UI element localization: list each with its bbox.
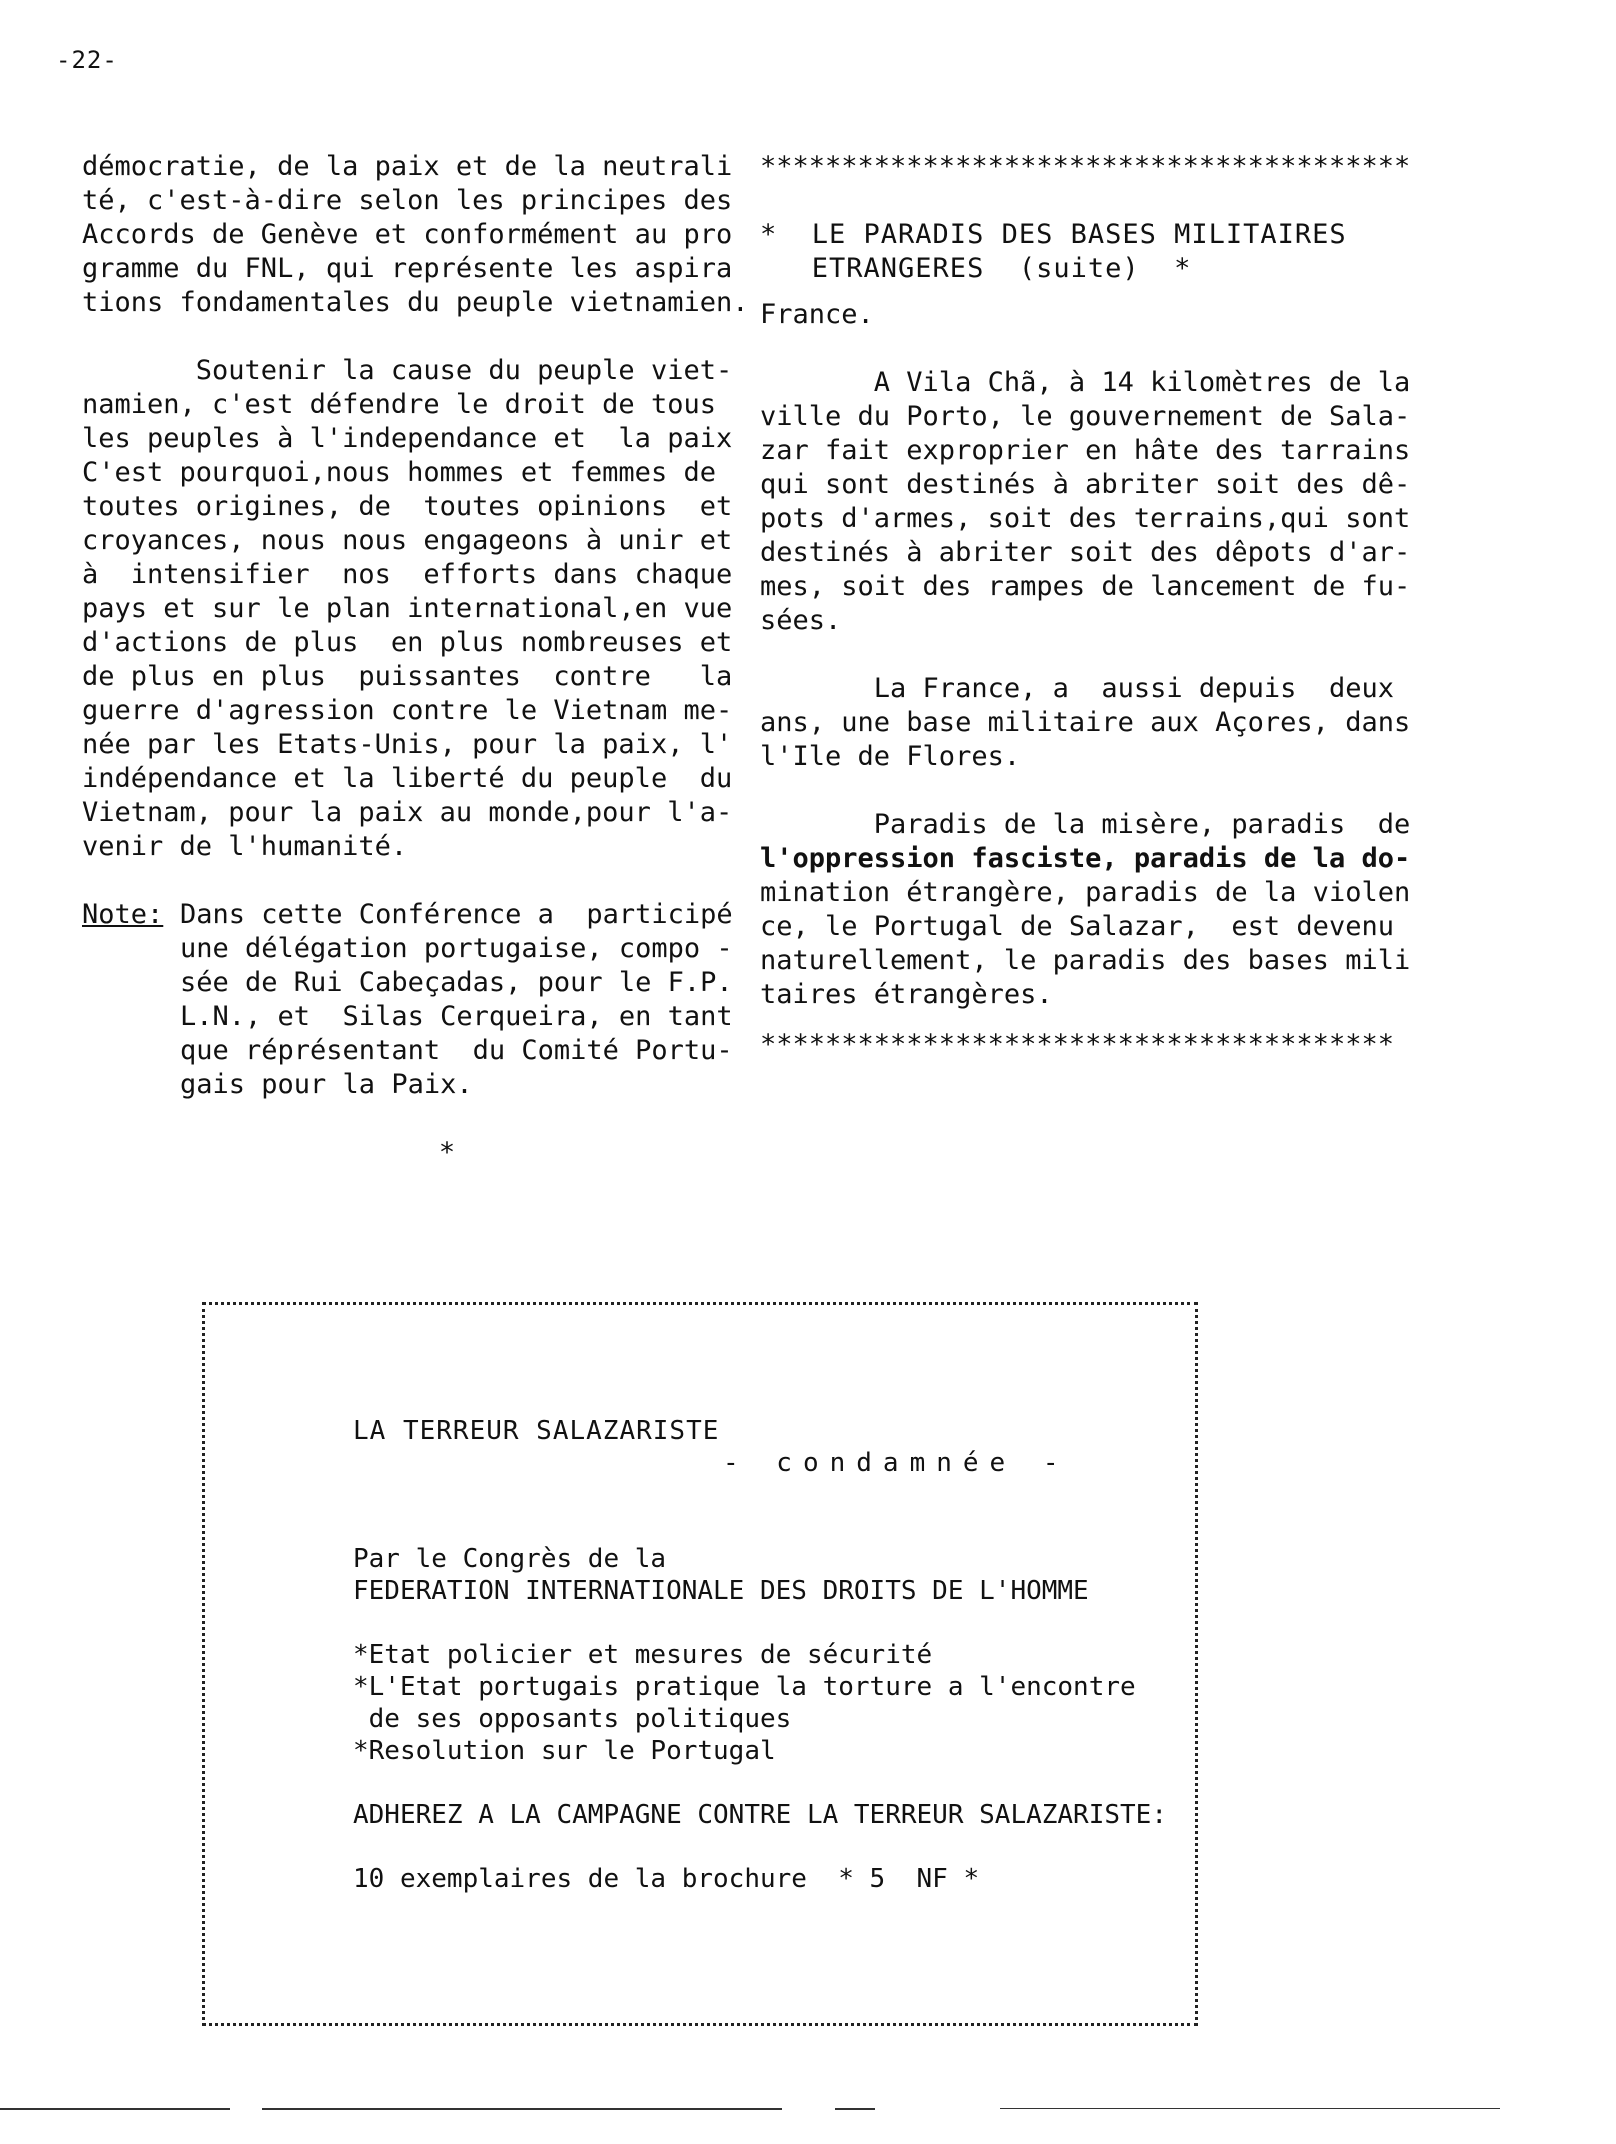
box-title: LA TERREUR SALAZARISTE xyxy=(353,1416,720,1446)
section-heading-cont: ETRANGERES (suite) * xyxy=(760,253,1192,284)
text-line: qui sont destinés à abriter soit des dê- xyxy=(760,469,1411,500)
note-line: sée de Rui Cabeçadas, pour le F.P. xyxy=(180,967,733,998)
paragraph-vila-cha xyxy=(760,366,1411,638)
note-line: Dans cette Conférence a participé xyxy=(180,899,733,930)
text-line: de plus en plus puissantes contre la xyxy=(82,661,733,692)
text-line: Soutenir la cause du peuple viet- xyxy=(82,355,733,386)
note-line: L.N., et Silas Cerqueira, en tant xyxy=(180,1001,733,1032)
end-star: * xyxy=(438,1137,456,1168)
text-line: namien, c'est défendre le droit de tous xyxy=(82,389,716,420)
star-separator-top: **************************************** xyxy=(760,151,1411,182)
text-line: toutes origines, de toutes opinions et xyxy=(82,491,733,522)
text-line: destinés à abriter soit des dêpots d'ar- xyxy=(760,537,1411,568)
text-line: ans, une base militaire aux Açores, dans xyxy=(760,707,1411,738)
paragraph-support xyxy=(82,354,733,864)
paragraph-intro xyxy=(82,150,749,320)
note-line: une délégation portugaise, compo - xyxy=(180,933,733,964)
text-line: pots d'armes, soit des terrains,qui sont xyxy=(760,503,1411,534)
footer-rule xyxy=(1000,2108,1500,2109)
text-line: A Vila Chã, à 14 kilomètres de la xyxy=(760,367,1411,398)
text-line: sées. xyxy=(760,605,842,636)
box-item: de ses opposants politiques xyxy=(353,1704,792,1734)
note-line: que réprésentant du Comité Portu- xyxy=(180,1035,733,1066)
text-line: Accords de Genève et conformément au pro xyxy=(82,219,733,250)
text-line: venir de l'humanité. xyxy=(82,831,408,862)
text-line: zar fait exproprier en hâte des tarrains xyxy=(760,435,1411,466)
section-heading: * LE PARADIS DES BASES MILITAIRES xyxy=(760,219,1347,250)
paragraph-france-base xyxy=(760,672,1411,774)
text-line: l'Ile de Flores. xyxy=(760,741,1021,772)
text-line: à intensifier nos efforts dans chaque xyxy=(82,559,733,590)
text-line: Paradis de la misère, paradis de xyxy=(760,809,1411,840)
box-federation-line: FEDERATION INTERNATIONALE DES DROITS DE L'HOMME xyxy=(353,1576,1089,1606)
box-item: *Resolution sur le Portugal xyxy=(353,1736,776,1766)
box-condemned: - condamnée - xyxy=(723,1448,1070,1478)
note-block xyxy=(82,898,733,1102)
text-line: démocratie, de la paix et de la neutrali xyxy=(82,151,733,182)
country-label: France. xyxy=(760,299,874,330)
footer-rule xyxy=(0,2108,230,2110)
text-line: taires étrangères. xyxy=(760,979,1053,1010)
text-line: mes, soit des rampes de lancement de fu- xyxy=(760,571,1411,602)
text-line: gramme du FNL, qui représente les aspira xyxy=(82,253,733,284)
text-line: indépendance et la liberté du peuple du xyxy=(82,763,733,794)
text-line: les peuples à l'independance et la paix xyxy=(82,423,733,454)
text-line: née par les Etats-Unis, pour la paix, l' xyxy=(82,729,733,760)
text-line: C'est pourquoi,nous hommes et femmes de xyxy=(82,457,716,488)
text-line: ville du Porto, le gouvernement de Sala- xyxy=(760,401,1411,432)
paragraph-paradis xyxy=(760,808,1411,1012)
box-item: *Etat policier et mesures de sécurité xyxy=(353,1640,933,1670)
text-line: l'oppression fasciste, paradis de la do- xyxy=(760,843,1411,874)
star-separator-bottom: *************************************** xyxy=(760,1029,1394,1060)
text-line: Vietnam, pour la paix au monde,pour l'a- xyxy=(82,797,733,828)
footer-rule xyxy=(835,2108,875,2110)
note-line: gais pour la Paix. xyxy=(180,1069,473,1100)
text-line: té, c'est-à-dire selon les principes des xyxy=(82,185,733,216)
text-line: ce, le Portugal de Salazar, est devenu xyxy=(760,911,1394,942)
text-line: croyances, nous nous engageons à unir et xyxy=(82,525,733,556)
text-line: La France, a aussi depuis deux xyxy=(760,673,1394,704)
box-item: *L'Etat portugais pratique la torture a l'encontre xyxy=(353,1672,1136,1702)
box-congress-line: Par le Congrès de la xyxy=(353,1544,667,1574)
left-column xyxy=(82,150,749,1170)
text-line: mination étrangère, paradis de la violen xyxy=(760,877,1411,908)
text-line: pays et sur le plan international,en vue xyxy=(82,593,733,624)
text-line: guerre d'agression contre le Vietnam me- xyxy=(82,695,733,726)
page-number: -22- xyxy=(56,46,118,74)
text-line: d'actions de plus en plus nombreuses et xyxy=(82,627,733,658)
campaign-box xyxy=(202,1302,1198,2026)
text-line: naturellement, le paradis des bases mili xyxy=(760,945,1411,976)
note-label: Note: xyxy=(82,899,164,930)
right-column xyxy=(760,150,1411,1062)
box-call-to-action: ADHEREZ A LA CAMPAGNE CONTRE LA TERREUR SALAZARISTE: xyxy=(353,1800,1167,1830)
box-offer: 10 exemplaires de la brochure * 5 NF * xyxy=(353,1864,980,1894)
text-line: tions fondamentales du peuple vietnamien. xyxy=(82,287,749,318)
footer-rule xyxy=(262,2108,782,2110)
